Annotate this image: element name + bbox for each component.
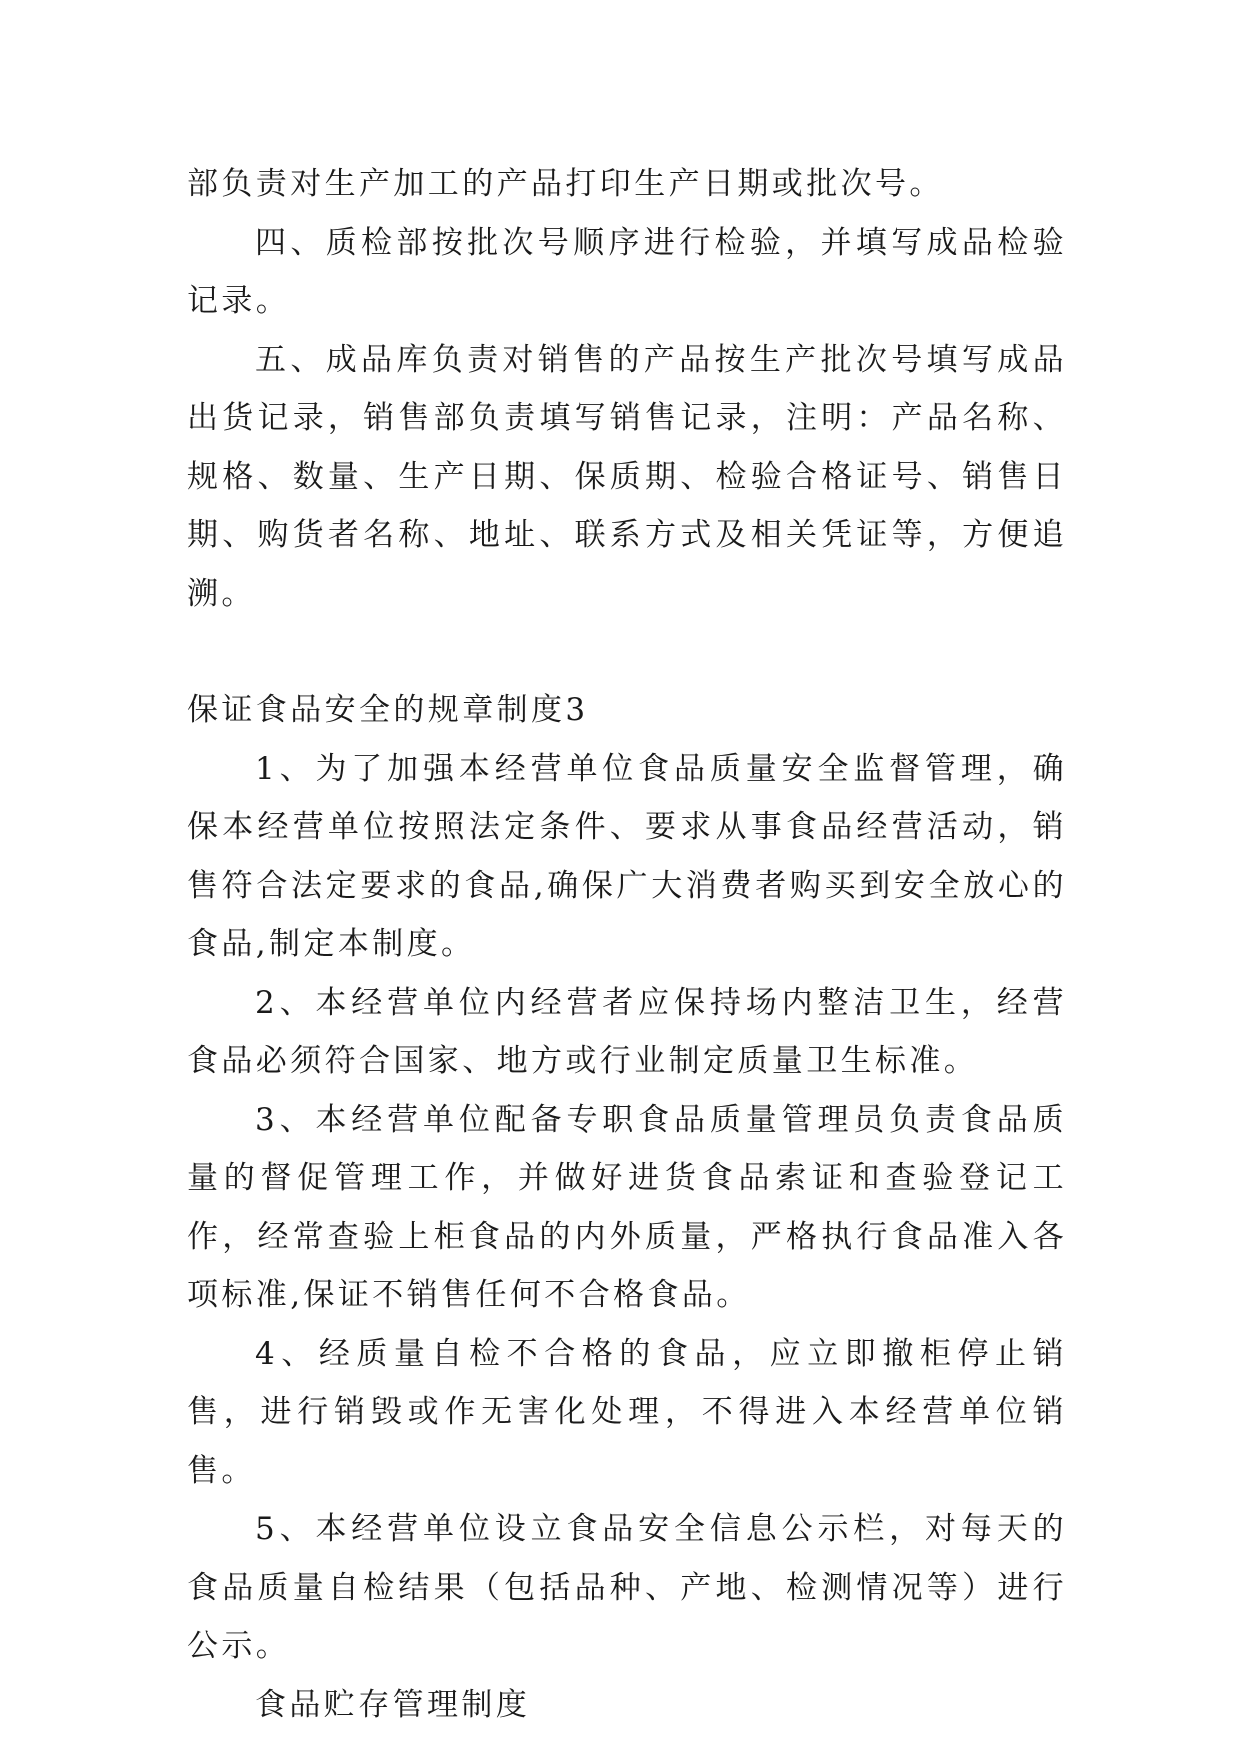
paragraph-rule-5: 5、本经营单位设立食品安全信息公示栏，对每天的食品质量自检结果（包括品种、产地、检测情况等）进行公示。: [187, 1511, 1067, 1664]
subsection-title: 食品贮存管理制度: [255, 1686, 531, 1723]
paragraph-rule-3: 3、本经营单位配备专职食品质量管理员负责食品质量的督促管理工作，并做好进货食品索证和查验登记工作，经常查验上柜食品的内外质量，严格执行食品准入各项标准,保证不销售任何不合格食品。: [187, 1101, 1067, 1313]
paragraph-rule-4: 4、经质量自检不合格的食品，应立即撤柜停止销售，进行销毁或作无害化处理，不得进入本经营单位销售。: [187, 1335, 1067, 1489]
paragraph-rule-2: 2、本经营单位内经营者应保持场内整洁卫生，经营食品必须符合国家、地方或行业制定质量卫生标准。: [187, 984, 1067, 1079]
paragraph-item-five: 五、成品库负责对销售的产品按生产批次号填写成品出货记录，销售部负责填写销售记录，注明：产品名称、规格、数量、生产日期、保质期、检验合格证号、销售日期、购货者名称、地址、联系方式及相关凭证等，方便追溯。: [187, 341, 1067, 612]
section-heading: 保证食品安全的规章制度3: [187, 692, 589, 728]
paragraph-continuation: 部负责对生产加工的产品打印生产日期或批次号。: [187, 166, 944, 202]
paragraph-item-four: 四、质检部按批次号顺序进行检验，并填写成品检验记录。: [187, 224, 1067, 319]
paragraph-rule-1: 1、为了加强本经营单位食品质量安全监督管理，确保本经营单位按照法定条件、要求从事食品经营活动，销售符合法定要求的食品,确保广大消费者购买到安全放心的食品,制定本制度。: [187, 750, 1067, 962]
document-body: [187, 155, 1067, 1734]
